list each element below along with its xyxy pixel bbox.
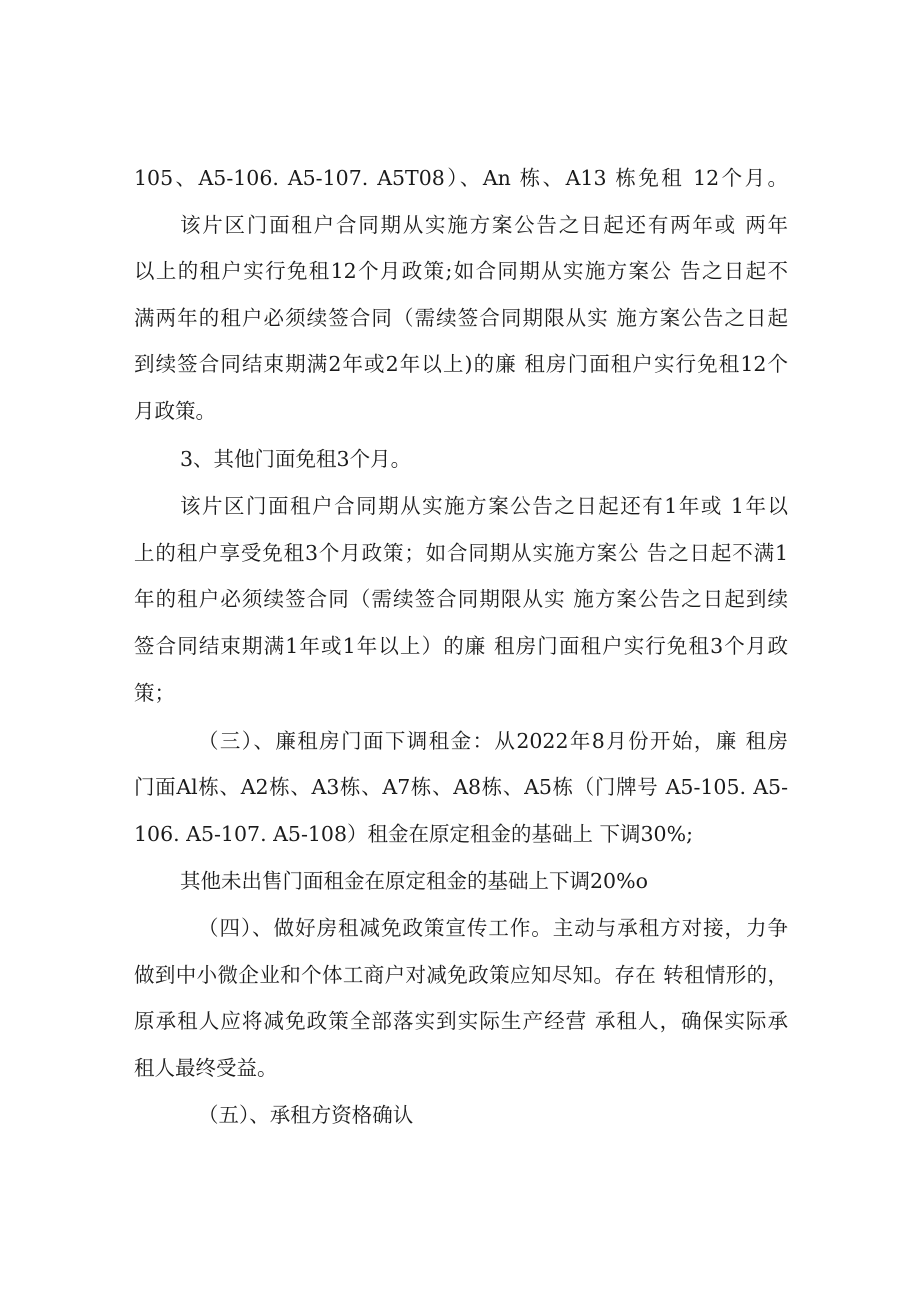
text-line-21: （五）、承租方资格确认 — [198, 1103, 414, 1127]
text-line-14: 门面Al栋、A2栋、A3栋、A7栋、A8栋、A5栋（门牌号 A5-105. A5- — [134, 775, 788, 799]
text-line-15: 106. A5-107. A5-108）租金在原定租金的基础上 下调30%; — [134, 822, 693, 846]
text-line-10: 年的租户必须续签合同（需续签合同期限从实 施方案公告之日起到续 — [134, 587, 788, 611]
text-line-12: 策； — [134, 681, 175, 705]
text-line-17: （四）、做好房租减免政策宣传工作。主动与承租方对接，力争 — [198, 916, 788, 940]
text-line-6: 月政策。 — [134, 399, 216, 423]
text-line-4: 满两年的租户必须续签合同（需续签合同期限从实 施方案公告之日起 — [134, 306, 788, 330]
text-line-19: 原承租人应将减免政策全部落实到实际生产经营 承租人，确保实际承 — [134, 1009, 788, 1033]
text-line-9: 上的租户享受免租3个月政策；如合同期从实施方案公 告之日起不满1 — [134, 541, 788, 565]
text-line-2: 该片区门面租户合同期从实施方案公告之日起还有两年或 两年 — [180, 213, 788, 237]
text-line-3: 以上的租户实行免租12个月政策;如合同期从实施方案公 告之日起不 — [134, 259, 788, 283]
text-line-20: 租人最终受益。 — [134, 1056, 278, 1080]
text-line-13: （三）、廉租房门面下调租金：从2022年8月份开始，廉 租房 — [198, 729, 788, 753]
text-line-5: 到续签合同结束期满2年或2年以上)的廉 租房门面租户实行免租12个 — [134, 352, 788, 376]
text-line-7: 3、其他门面免租3个月。 — [180, 447, 412, 471]
text-line-18: 做到中小微企业和个体工商户对减免政策应知尽知。存在 转租情形的， — [134, 963, 788, 987]
text-line-16: 其他未出售门面租金在原定租金的基础上下调20%o — [180, 869, 648, 893]
text-line-1: 105、A5-106. A5-107. A5T08）、An 栋、A13 栋免租 12个月。 — [134, 166, 788, 190]
text-line-8: 该片区门面租户合同期从实施方案公告之日起还有1年或 1年以 — [180, 494, 788, 518]
text-line-11: 签合同结束期满1年或1年以上）的廉 租房门面租户实行免租3个月政 — [134, 634, 788, 658]
